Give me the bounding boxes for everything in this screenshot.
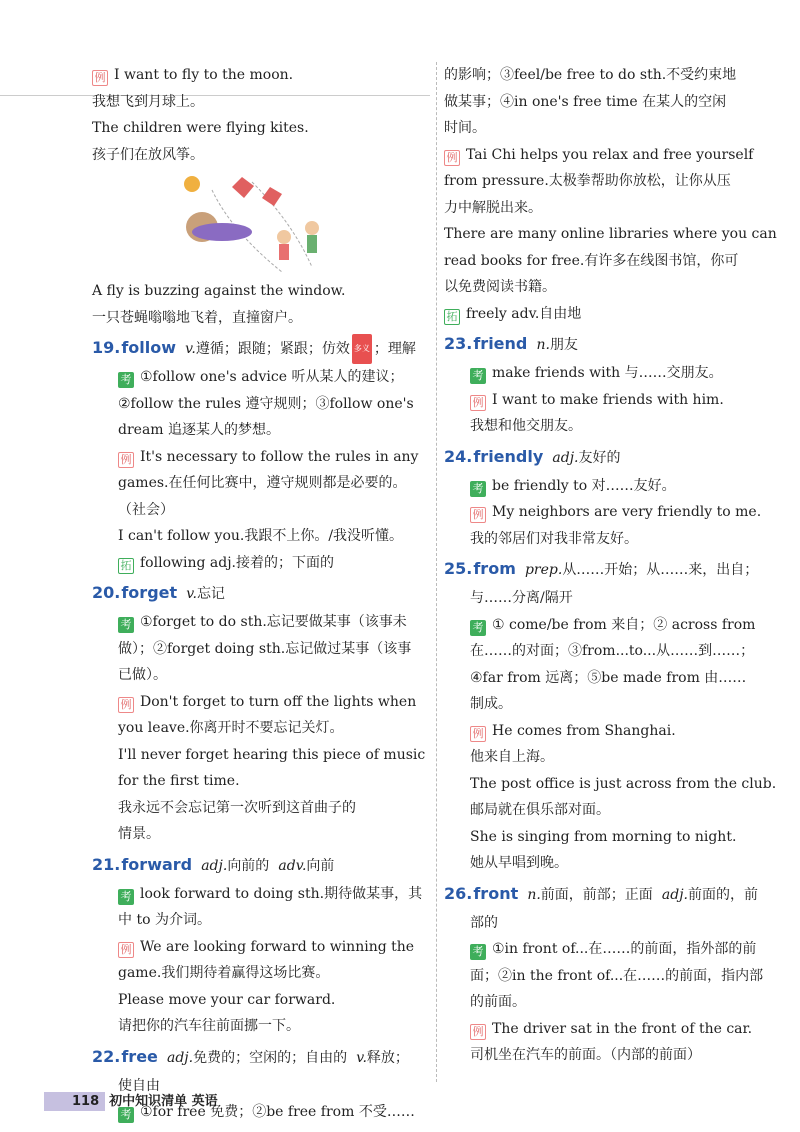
example-tag: 例 [470,1024,486,1040]
entry-friendly-heading: 24.friendly adj.友好的 [444,446,621,466]
kite-illustration-image [152,172,352,272]
exam-tag: 考 [118,889,134,905]
kao-line: 考 be friendly to 对……友好。 [444,473,780,500]
example-line: 例 Don't forget to turn off the lights when [92,689,428,716]
kao-line: 考 ①forget to do sth.忘记要做某事（该事未 [92,609,428,636]
example-tag: 例 [118,697,134,713]
extension-tag: 拓 [118,558,134,574]
kao-line: 考 ① come/be from 来自；② across from [444,612,780,639]
example-tag: 例 [470,395,486,411]
example-tag: 例 [92,70,108,86]
example-tag: 例 [118,942,134,958]
example-line: The children were flying kites. [92,120,309,136]
kao-line: 考 ①for free 免费；②be free from 不受…… [92,1099,428,1126]
example-tag: 例 [118,452,134,468]
example-tag: 例 [470,726,486,742]
exam-tag: 考 [118,372,134,388]
example-line: 例 It's necessary to follow the rules in any [92,444,428,471]
example-line: 我想飞到月球上。 [92,93,204,110]
kao-line: 考 ①in front of...在……的前面，指外部的前 [444,936,780,963]
entry-forget-heading: 20.forget v.忘记 [92,583,225,602]
exam-tag: 考 [470,944,486,960]
entry-from-heading: 25.from prep.从……开始；从……来，出自； [444,559,759,578]
example-line: 例 He comes from Shanghai. [444,718,780,745]
example-line: 例 My neighbors are very friendly to me. [444,499,780,526]
example-line: 例 I want to fly to the moon. [92,62,428,89]
example-line: 例 The driver sat in the front of the car. [444,1016,780,1043]
polysemy-badge: 多义 [352,334,372,364]
entry-front-heading: 26.front n.前面，前部；正面 adj.前面的，前 [444,883,758,903]
example-tag: 例 [444,150,460,166]
kao-line: 考 ①follow one's advice 听从某人的建议； [92,364,428,391]
book-title: 初中知识清单 英语 [109,1094,218,1109]
extension-tag: 拓 [444,309,460,325]
left-column: 例 I want to fly to the moon. 我想飞到月球上。 The children were flying kites. 孩子们在放风筝。 A fly is buzzing against the window. 一只苍蝇嗡嗡地飞着，直撞窗户。 19.follow v.遵循；跟随；紧跟；仿效 多义 ；理解 考 ①follow one's advice 听从某人的建议； ②follow the rules 遵守规则；③follow one's dream 追逐某人的梦想。 例 It's necessary to follow the rules in any games.在任何比赛中，遵守规则都是必要的。 （社会） I can't follow you.我跟不上你。/我没听懂。 拓 following adj.接着的；下面的 20.forget v.忘记 考 ①forget to do sth.忘记要做某事（该事未 做）；②forget doing sth.忘记做过某事（该事 已做）。 例 Don't forget to turn off the lights when you leave.你离开时不要忘记关灯。 I'll never forget hearing this piece of music for the first time. 我永远不会忘记第一次听到这首曲子的 情景。 21.forward adj.向前的 adv.向前 考 look forward to doing sth.期待做某事，其 中 to 为介词。 例 We are looking forward to winning the game.我们期待着赢得这场比赛。 Please move your car forward. 请把你的汽车往前面挪一下。 22.free adj.免费的；空闲的；自由的 v.释放； 使自由 考 ①for free 免费；②be free from 不受…… [92,62,428,1126]
exam-tag: 考 [118,617,134,633]
example-tag: 例 [470,507,486,523]
page-footer [44,1090,564,1112]
exam-tag: 考 [470,368,486,384]
example-line: A fly is buzzing against the window. [92,283,346,299]
entry-follow-heading: 19.follow v.遵循；跟随；紧跟；仿效 多义 ；理解 [92,333,428,364]
exam-tag: 考 [118,1107,134,1123]
example-line: 例 We are looking forward to winning the [92,934,428,961]
exam-tag: 考 [470,481,486,497]
example-line: 一只苍蝇嗡嗡地飞着，直撞窗户。 [92,309,302,326]
entry-friend-heading: 23.friend n.朋友 [444,334,578,353]
example-line: 例 Tai Chi helps you relax and free yourself [444,142,780,169]
kao-line: 考 make friends with 与……交朋友。 [444,360,780,387]
page-number: 118 [44,1092,105,1111]
entry-free-heading: 22.free adj.免费的；空闲的；自由的 v.释放； [92,1046,409,1066]
kao-line: 考 look forward to doing sth.期待做某事，其 [92,881,428,908]
example-line: 例 I want to make friends with him. [444,387,780,414]
entry-forward-heading: 21.forward adj.向前的 adv.向前 [92,854,335,874]
exam-tag: 考 [470,620,486,636]
kite-illustration [92,172,428,272]
example-line: 孩子们在放风筝。 [92,146,204,163]
extension-line: 拓 freely adv.自由地 [444,301,780,328]
extension-line: 拓 following adj.接着的；下面的 [92,550,428,577]
right-column: 的影响；③feel/be free to do sth.不受约束地 做某事；④in one's free time 在某人的空闲 时间。 例 Tai Chi helps you relax and free yourself from pressure.太极拳帮助你放松，让你从压 力中解脱出来。 There are many online libraries where you can read books for free.有许多在线图书馆，你可 以免费阅读书籍。 拓 freely adv.自由地 23.friend n.朋友 考 make friends with 与……交朋友。 例 I want to make friends with him. 我想和他交朋友。 24.friendly adj.友好的 考 be friendly to 对……友好。 例 My neighbors are very friendly to me. 我的邻居们对我非常友好。 25.from prep.从……开始；从……来，出自； 与……分离/隔开 考 ① come/be from 来自；② across from 在……的对面；③from...to...从……到……； ④far from 远离；⑤be made from 由…… 制成。 例 He comes from Shanghai. 他来自上海。 The post office is just across from the club. 邮局就在俱乐部对面。 She is singing from morning to night. 她从早唱到晚。 26.front n.前面，前部；正面 adj.前面的，前 部的 考 ①in front of...在……的前面，指外部的前 面；②in the front of...在……的前面，指内部 的前面。 例 The driver sat in the front of the car. 司机坐在汽车的前面。（内部的前面） [444,62,780,1069]
column-divider [436,62,437,1082]
